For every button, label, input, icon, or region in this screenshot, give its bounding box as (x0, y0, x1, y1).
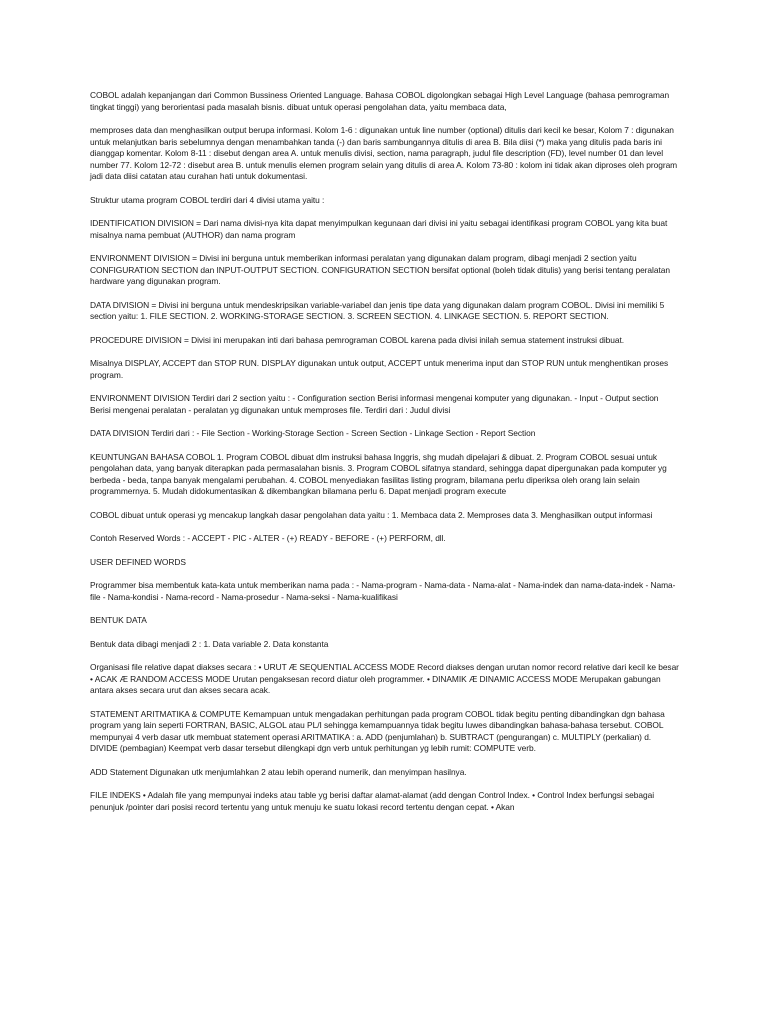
heading-bentuk-data: BENTUK DATA (90, 615, 147, 625)
paragraph-kolom: memproses data dan menghasilkan output berupa informasi. Kolom 1-6 : digunakan untuk line number (optional) ditulis dari kecil ke besar, Kolom 7 : digunakan untuk melanjutkan baris sebelumnya dengan menambahkan tanda (-) dan baris sambungannya ditulis di area B. Bila diisi (*) maka yang ditulis pada baris ini dianggap komentar. Kolom 8-11 : disebut dengan area A. untuk menulis divisi, section, nama paragraph, judul file description (FD), level number 01 dan level number 77. Kolom 12-72 : disebut area B. untuk menulis elemen program selain yang ditulis di area A. Kolom 73-80 : kolom ini tidak akan diproses oleh program jadi data diisi catatan atau curahan hati untuk dokumentasi. (90, 125, 678, 181)
paragraph-data-sections: DATA DIVISION Terdiri dari : - File Section - Working-Storage Section - Screen Section - Linkage Section - Report Section (90, 428, 536, 438)
paragraph-environment-division: ENVIRONMENT DIVISION = Divisi ini berguna untuk memberikan informasi peralatan yang digunakan dalam program, dibagi menjadi 2 section yaitu CONFIGURATION SECTION dan INPUT-OUTPUT SECTION. CONFIGURATION SECTION bersifat optional (boleh tidak ditulis) yang berisi tentang peralatan hardware yang digunakan program. (90, 253, 670, 286)
paragraph-programmer-names: Programmer bisa membentuk kata-kata untuk memberikan nama pada : - Nama-program - Nama-data - Nama-alat - Nama-indek dan nama-data-indek - Nama-file - Nama-kondisi - Nama-record - Nama-prosedur - Nama-seksi - Nama-kualifikasi (90, 580, 676, 602)
paragraph-identification-division: IDENTIFICATION DIVISION = Dari nama divisi-nya kita dapat menyimpulkan kegunaan dari divisi ini yaitu sebagai identifikasi program COBOL yang kita buat misalnya nama pembuat (AUTHOR) dan nama program (90, 218, 668, 240)
paragraph-file-indeks: FILE INDEKS • Adalah file yang mempunyai indeks atau table yg berisi daftar alamat-alamat (add dengan Control Index. • Control Index berfungsi sebagai penunjuk /pointer dari posisi record tertentu yang untuk menuju ke suatu lokasi record tertentu dengan cepat. • Akan (90, 790, 655, 812)
heading-user-defined-words: USER DEFINED WORDS (90, 556, 186, 567)
paragraph-statement-aritmatika: STATEMENT ARITMATIKA & COMPUTE Kemampuan untuk mengadakan perhitungan pada program COBOL tidak begitu penting dibandingkan dgn bahasa program yang lain seperti FORTRAN, BASIC, ALGOL atau PL/I sehingga kemampuannya tidak begitu luwes dibandingkan bahasa-bahasa tersebut. COBOL mempunyai 4 verb dasar utk membuat statement operasi ARITMATIKA : a. ADD (penjumlahan) b. SUBTRACT (pengurangan) c. MULTIPLY (perkalian) d. DIVIDE (pembagian) Keempat verb dasar tersebut dilengkapi dgn verb untuk perhitungan yg lebih rumit: COMPUTE verb. (90, 708, 665, 753)
paragraph-reserved-words: Contoh Reserved Words : - ACCEPT - PIC - ALTER - (+) READY - BEFORE - (+) PERFORM, dll. (90, 533, 446, 543)
paragraph-procedure-division: PROCEDURE DIVISION = Divisi ini merupakan inti dari bahasa pemrograman COBOL karena pada divisi inilah semua statement instruksi dibuat. (90, 334, 625, 345)
paragraph-misalnya: Misalnya DISPLAY, ACCEPT dan STOP RUN. DISPLAY digunakan untuk output, ACCEPT untuk menerima input dan STOP RUN untuk menghentikan proses program. (90, 358, 669, 380)
paragraph-data-division: DATA DIVISION = Divisi ini berguna untuk mendeskripsikan variable-variabel dan jenis tipe data yang digunakan dalam program COBOL. Divisi ini memiliki 5 section yaitu: 1. FILE SECTION. 2. WORKING-STORAGE SECTION. 3. SCREEN SECTION. 4. LINKAGE SECTION. 5. REPORT SECTION. (90, 299, 665, 321)
paragraph-operasi: COBOL dibuat untuk operasi yg mencakup langkah dasar pengolahan data yaitu : 1. Membaca data 2. Memproses data 3. Menghasilkan output informasi (90, 509, 653, 520)
document-page (90, 90, 680, 825)
paragraph-struktur: Struktur utama program COBOL terdiri dari 4 divisi utama yaitu : (90, 194, 325, 205)
paragraph-environment-sections: ENVIRONMENT DIVISION Terdiri dari 2 section yaitu : - Configuration section Berisi informasi mengenai komputer yang digunakan. - Input - Output section Berisi mengenai peralatan - peralatan yg digunakan untuk memproses file. Terdiri dari : Judul divisi (90, 393, 659, 415)
paragraph-keuntungan: KEUNTUNGAN BAHASA COBOL 1. Program COBOL dibuat dlm instruksi bahasa Inggris, shg mudah dipelajari & dibuat. 2. Program COBOL sesuai untuk pengolahan data, yang banyak diterapkan pada permasalahan bisnis. 3. Program COBOL sifatnya standard, sehingga dapat dipergunakan pada komputer yg berbeda - beda, tanpa banyak mengalami perubahan. 4. COBOL menyediakan fasilitas listing program, bilamana perlu diperiksa oleh orang lain selain programmernya. 5. Mudah didokumentasikan & dikembangkan bilamana perlu 6. Dapat menjadi program execute (90, 451, 667, 496)
paragraph-organisasi-file: Organisasi file relative dapat diakses secara : • URUT Æ SEQUENTIAL ACCESS MODE Record diakses dengan urutan nomor record relative dari kecil ke besar • ACAK Æ RANDOM ACCESS MODE Urutan pengaksesan record diatur oleh programmer. • DINAMIK Æ DINAMIC ACCESS MODE Merupakan gabungan antara akses secara urut dan akses secara acak. (90, 662, 679, 695)
paragraph-add-statement: ADD Statement Digunakan utk menjumlahkan 2 atau lebih operand numerik, dan menyimpan hasilnya. (90, 766, 467, 777)
paragraph-cobol-intro: COBOL adalah kepanjangan dari Common Bussiness Oriented Language. Bahasa COBOL digolongkan sebagai High Level Language (bahasa pemrograman tingkat tinggi) yang berorientasi pada masalah bisnis. dibuat untuk operasi pengolahan data, yaitu membaca data, (90, 90, 670, 112)
paragraph-bentuk-data: Bentuk data dibagi menjadi 2 : 1. Data variable 2. Data konstanta (90, 638, 329, 649)
